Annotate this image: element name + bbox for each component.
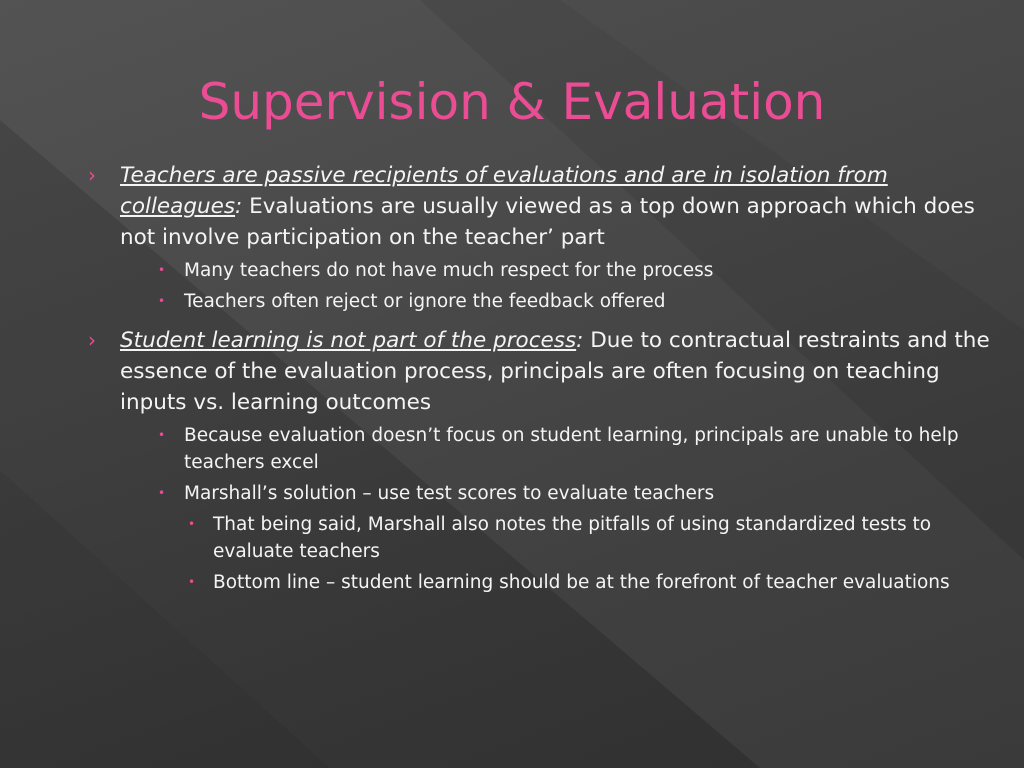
dot-icon: • <box>158 294 166 308</box>
sub-sub-bullet <box>120 511 1003 565</box>
sub-bullet-list <box>120 422 1003 596</box>
dot-icon: • <box>188 517 196 531</box>
chevron-right-icon: › <box>88 163 96 187</box>
sub-bullet-text: Marshall’s solution – use test scores to evaluate teachers <box>184 483 715 504</box>
bullet-point <box>88 160 1003 315</box>
sub-bullet-text: Because evaluation doesn’t focus on student learning, principals are unable to help teachers excel <box>184 425 959 473</box>
slide-body <box>88 160 1003 606</box>
sub-bullet <box>120 422 1003 476</box>
sub-bullet-text: Many teachers do not have much respect for the process <box>184 260 714 281</box>
sub-sub-bullet <box>120 569 1003 596</box>
sub-sub-bullet-text: That being said, Marshall also notes the pitfalls of using standardized tests to evaluate teachers <box>213 514 932 562</box>
dot-icon: • <box>158 428 166 442</box>
point-body: Due to contractual restraints and the essence of the evaluation process, principals are often focusing on teaching inputs vs. learning outcomes <box>120 328 990 415</box>
point-lead: Teachers are passive recipients of evaluations and are in isolation from colleagues <box>120 163 888 219</box>
sub-sub-bullet-text: Bottom line – student learning should be at the forefront of teacher evaluations <box>213 572 950 593</box>
point-body: Evaluations are usually viewed as a top down approach which does not involve participation on the teacher’ part <box>120 194 975 250</box>
sub-bullet-list <box>120 257 1003 315</box>
sub-bullet <box>120 480 1003 507</box>
dot-icon: • <box>158 486 166 500</box>
point-lead: Student learning is not part of the process <box>120 328 577 353</box>
sub-bullet <box>120 257 1003 284</box>
bullet-point <box>88 325 1003 596</box>
chevron-right-icon: › <box>88 328 96 352</box>
point-colon: : <box>235 194 243 219</box>
dot-icon: • <box>158 263 166 277</box>
point-colon: : <box>576 328 584 353</box>
dot-icon: • <box>188 575 196 589</box>
slide-title: Supervision & Evaluation <box>198 73 826 131</box>
sub-bullet-text: Teachers often reject or ignore the feedback offered <box>184 291 666 312</box>
sub-bullet <box>120 288 1003 315</box>
